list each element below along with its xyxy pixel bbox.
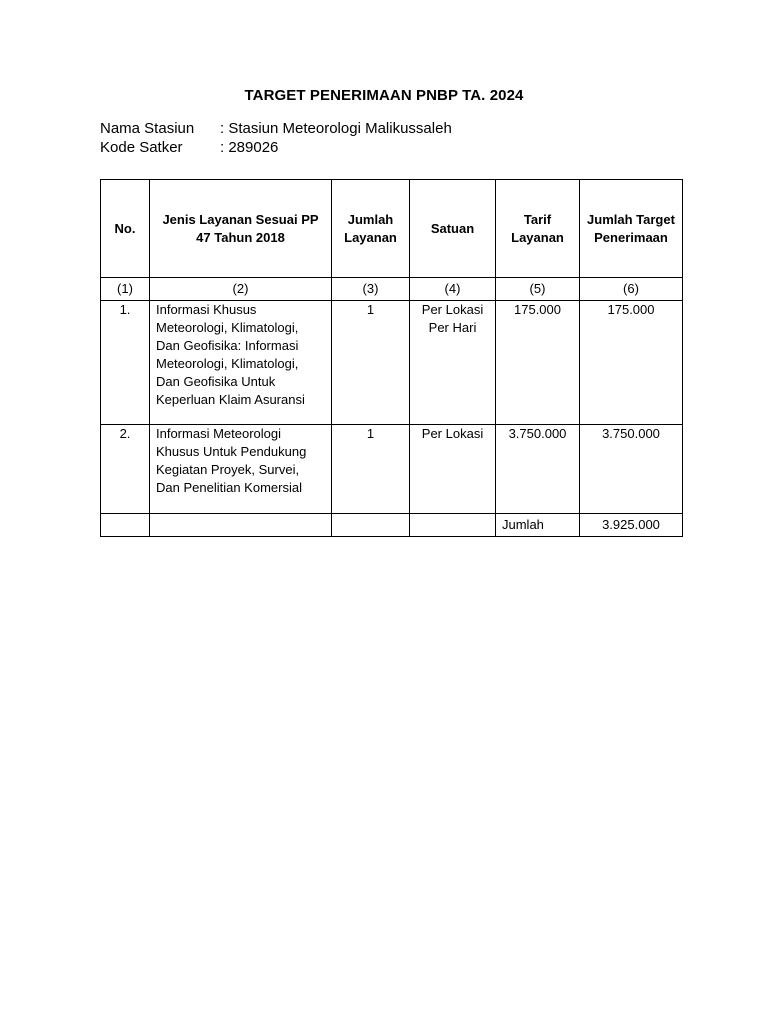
- column-number: (5): [496, 278, 580, 301]
- page-title: TARGET PENERIMAAN PNBP TA. 2024: [244, 87, 524, 104]
- total-row: [101, 514, 683, 537]
- header-satuan: Satuan: [410, 180, 496, 278]
- row-jumlah-layanan: 1: [332, 425, 410, 514]
- row-satuan: Per Lokasi: [410, 425, 496, 514]
- empty-cell: [332, 514, 410, 537]
- row-no: 1.: [101, 301, 150, 425]
- total-label: Jumlah: [496, 514, 580, 537]
- station-name-label: Nama Stasiun: [100, 120, 195, 137]
- satker-code-label: Kode Satker: [100, 139, 183, 156]
- header-no: No.: [101, 180, 150, 278]
- satker-code-value: : 289026: [220, 139, 279, 156]
- column-number: (3): [332, 278, 410, 301]
- station-name-value: : Stasiun Meteorologi Malikussaleh: [220, 120, 452, 137]
- row-no: 2.: [101, 425, 150, 514]
- row-target: 3.750.000: [580, 425, 683, 514]
- total-value: 3.925.000: [580, 514, 683, 537]
- table-row: [101, 425, 683, 514]
- empty-cell: [410, 514, 496, 537]
- row-tarif: 175.000: [496, 301, 580, 425]
- table-header-row: [101, 180, 683, 278]
- row-jenis-layanan: Informasi Meteorologi Khusus Untuk Pendukung Kegiatan Proyek, Survei, Dan Penelitian Komersial: [150, 425, 332, 514]
- header-jumlah-target: Jumlah Target Penerimaan: [580, 180, 683, 278]
- header-tarif-layanan: Tarif Layanan: [496, 180, 580, 278]
- row-tarif: 3.750.000: [496, 425, 580, 514]
- column-number-row: [101, 278, 683, 301]
- column-number: (1): [101, 278, 150, 301]
- row-satuan: Per Lokasi Per Hari: [410, 301, 496, 425]
- row-jenis-layanan: Informasi Khusus Meteorologi, Klimatologi, Dan Geofisika: Informasi Meteorologi, Klimatologi, Dan Geofisika Untuk Keperluan Klaim Asuransi: [150, 301, 332, 425]
- empty-cell: [101, 514, 150, 537]
- empty-cell: [150, 514, 332, 537]
- column-number: (6): [580, 278, 683, 301]
- header-jenis-layanan: Jenis Layanan Sesuai PP 47 Tahun 2018: [150, 180, 332, 278]
- pnbp-target-table: [100, 179, 683, 537]
- row-jumlah-layanan: 1: [332, 301, 410, 425]
- table-row: [101, 301, 683, 425]
- header-jumlah-layanan: Jumlah Layanan: [332, 180, 410, 278]
- column-number: (4): [410, 278, 496, 301]
- row-target: 175.000: [580, 301, 683, 425]
- column-number: (2): [150, 278, 332, 301]
